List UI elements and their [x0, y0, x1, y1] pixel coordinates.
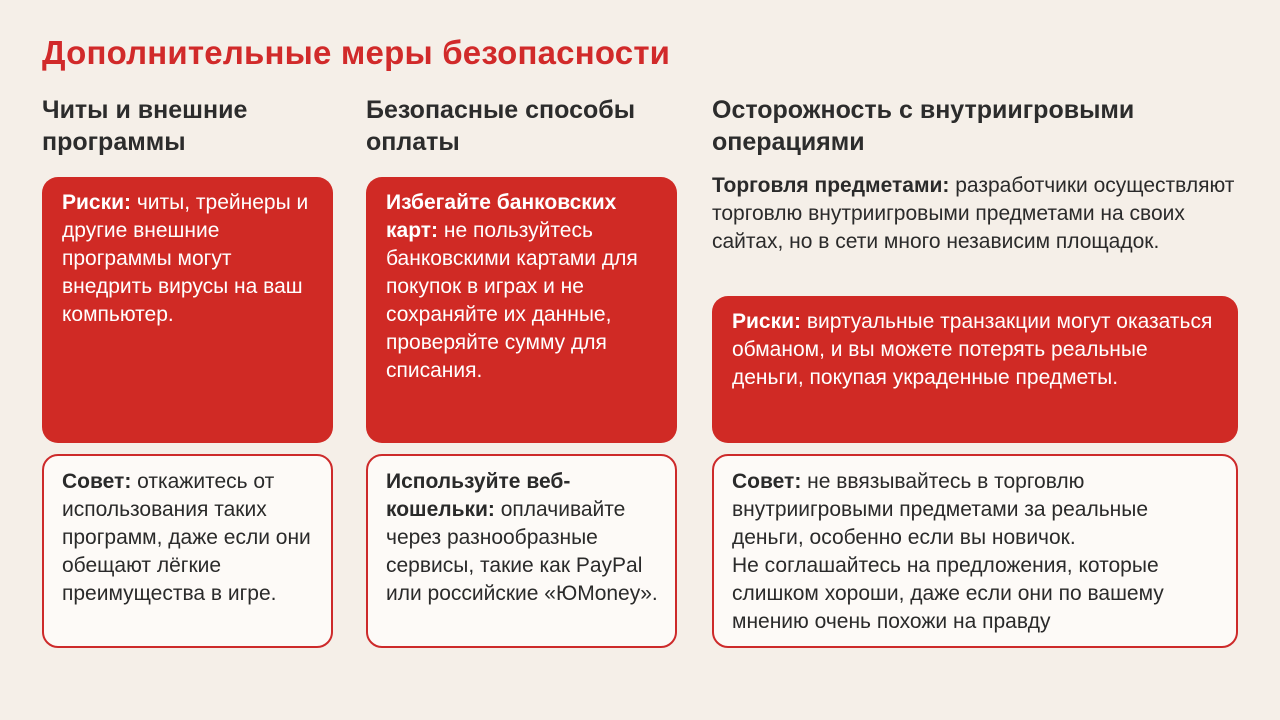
advice-text-extra: Не соглашайтесь на предложения, которые слишком хороши, даже если они по вашему мнению очень похожи на правду — [732, 554, 1164, 633]
column-heading-ingame: Осторожность с внутриигровыми операциями — [712, 96, 1135, 156]
intro-text: разработчики осуществляют торговлю внутриигровыми предметами на своих сайтах, но в сети много независим площадок. — [712, 174, 1235, 253]
advice-label: Совет: — [62, 470, 132, 493]
advice-card-cheats — [42, 454, 333, 648]
advice-text: не ввязывайтесь в торговлю внутриигровыми предметами за реальные деньги, особенно если вы новичок. — [732, 470, 1149, 549]
risk-card-cheats — [42, 177, 333, 443]
risk-text: не пользуйтесь банковскими картами для покупок в играх и не сохраняйте их данные, проверяйте сумму для списания. — [386, 219, 638, 382]
risk-card-ingame — [712, 296, 1238, 443]
trading-intro — [712, 172, 1242, 256]
risk-label: Риски: — [62, 191, 132, 214]
risk-card-payment — [366, 177, 677, 443]
advice-text: оплачивайте через разнообразные сервисы, такие как PayPal или российские «ЮMoney». — [386, 498, 658, 605]
page-title: Дополнительные меры безопасности — [42, 34, 671, 71]
risk-label: Риски: — [732, 310, 802, 333]
advice-label: Совет: — [732, 470, 802, 493]
risk-text: виртуальные транзакции могут оказаться обманом, и вы можете потерять реальные деньги, покупая украденные предметы. — [732, 310, 1213, 389]
column-heading-payment: Безопасные способы оплаты — [366, 96, 636, 156]
advice-label: Используйте веб-кошельки: — [386, 470, 571, 521]
advice-text: откажитесь от использования таких программ, даже если они обещают лёгкие преимущества в игре. — [62, 470, 311, 605]
risk-text: читы, трейнеры и другие внешние программы могут внедрить вирусы на ваш компьютер. — [62, 191, 309, 326]
column-heading-cheats: Читы и внешние программы — [42, 96, 248, 156]
advice-card-payment — [366, 454, 677, 648]
advice-card-ingame — [712, 454, 1238, 648]
risk-label: Избегайте банковских карт: — [386, 191, 617, 242]
intro-label: Торговля предметами: — [712, 174, 950, 197]
